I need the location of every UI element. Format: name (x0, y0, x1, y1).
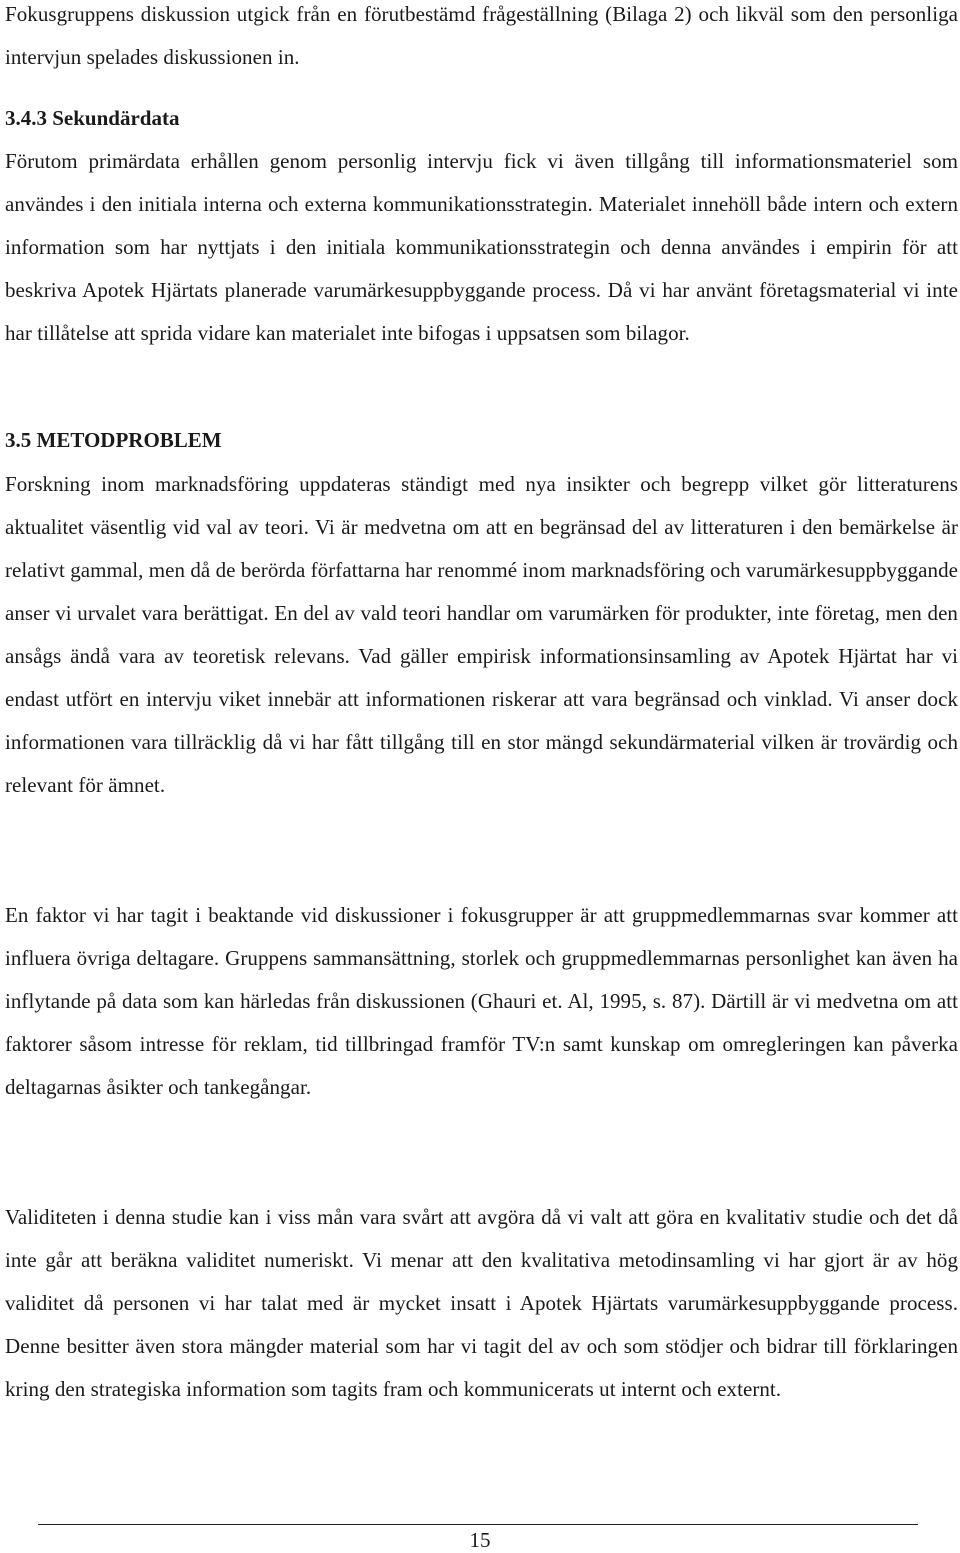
method-problem-paragraph-3: Validiteten i denna studie kan i viss mån vara svårt att avgöra då vi valt att göra en kvalitativ studie och det då inte går att beräkna validitet numeriskt. Vi menar att den kvalitativa metodinsamling vi har gjort är av hög validitet då personen vi har talat med är mycket insatt i Apotek Hjärtats varumärkesuppbyggande process. Denne besitter även stora mängder material som har vi tagit del av och som stödjer och bidrar till förklaringen kring den strategiska information som tagits fram och kommunicerats ut internt och externt. (5, 1205, 958, 1401)
page-number: 15 (469, 1528, 491, 1552)
method-problem-paragraph-1: Forskning inom marknadsföring uppdateras ständigt med nya insikter och begrepp vilket gör litteraturens aktualitet väsentlig vid val av teori. Vi är medvetna om att en begränsad del av litteraturen i den bemärkelse är relativt gammal, men då de berörda författarna har renommé inom marknadsföring och varumärkesuppbyggande anser vi urvalet vara berättigat. En del av vald teori handlar om varumärken för produkter, inte företag, men den ansågs ändå vara av teoretisk relevans. Vad gäller empirisk informationsinsamling av Apotek Hjärtat har vi endast utfört en intervju viket innebär att informationen riskerar att vara begränsad och vinklad. Vi anser dock informationen vara tillräcklig då vi har fått tillgång till en stor mängd sekundärmaterial vilken är trovärdig och relevant för ämnet. (5, 472, 958, 797)
section-heading-secondary-data: 3.4.3 Sekundärdata (5, 106, 180, 130)
secondary-data-paragraph: Förutom primärdata erhållen genom personlig intervju fick vi även tillgång till informationsmateriel som användes i den initiala interna och externa kommunikationsstrategin. Materialet innehöll både intern och extern information som har nyttjats i den initiala kommunikationsstrategin och denna användes i empirin för att beskriva Apotek Hjärtats planerade varumärkesuppbyggande process. Då vi har använt företagsmaterial vi inte har tillåtelse att sprida vidare kan materialet inte bifogas i uppsatsen som bilagor. (5, 149, 958, 345)
section-heading-method-problem: 3.5 METODPROBLEM (5, 428, 222, 452)
intro-paragraph: Fokusgruppens diskussion utgick från en förutbestämd frågeställning (Bilaga 2) och likväl som den personliga intervjun spelades diskussionen in. (5, 2, 958, 69)
method-problem-paragraph-2: En faktor vi har tagit i beaktande vid diskussioner i fokusgrupper är att gruppmedlemmarnas svar kommer att influera övriga deltagare. Gruppens sammansättning, storlek och gruppmedlemmarnas personlighet kan även ha inflytande på data som kan härledas från diskussionen (Ghauri et. Al, 1995, s. 87). Därtill är vi medvetna om att faktorer såsom intresse för reklam, tid tillbringad framför TV:n samt kunskap om omregleringen kan påverka deltagarnas åsikter och tankegångar. (5, 903, 958, 1099)
footer-rule (38, 1524, 918, 1525)
